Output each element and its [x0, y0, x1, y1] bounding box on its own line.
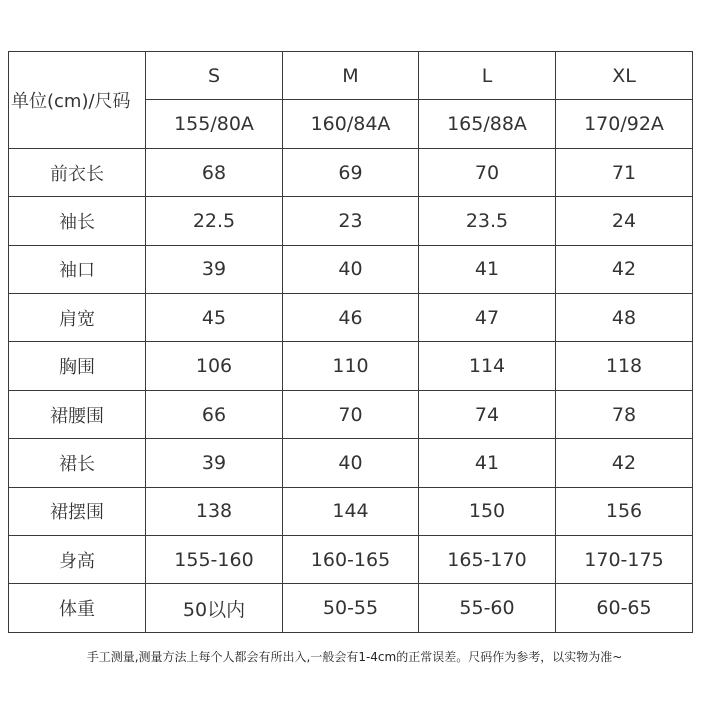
table-cell: 71 — [556, 148, 693, 196]
size-xl-header: XL — [556, 52, 693, 100]
table-cell: 150 — [419, 487, 556, 535]
size-l-header: L — [419, 52, 556, 100]
table-cell: 39 — [146, 439, 283, 487]
size-s-header: S — [146, 52, 283, 100]
table-cell: 118 — [556, 342, 693, 390]
table-cell: 68 — [146, 148, 283, 196]
table-cell: 40 — [283, 439, 419, 487]
table-cell: 47 — [419, 294, 556, 342]
spec-l: 165/88A — [419, 100, 556, 148]
table-row — [9, 390, 693, 438]
table-cell: 41 — [419, 439, 556, 487]
row-label: 裙腰围 — [9, 390, 146, 438]
row-label: 体重 — [9, 584, 146, 633]
table-cell: 24 — [556, 197, 693, 245]
spec-m: 160/84A — [283, 100, 419, 148]
table-cell: 144 — [283, 487, 419, 535]
table-cell: 66 — [146, 390, 283, 438]
row-label: 身高 — [9, 536, 146, 584]
table-row — [9, 294, 693, 342]
table-cell: 39 — [146, 245, 283, 293]
table-cell: 42 — [556, 245, 693, 293]
table-cell: 45 — [146, 294, 283, 342]
table-row — [9, 245, 693, 293]
table-cell: 40 — [283, 245, 419, 293]
table-cell: 78 — [556, 390, 693, 438]
table-cell: 160-165 — [283, 536, 419, 584]
spec-s: 155/80A — [146, 100, 283, 148]
size-chart-table — [8, 51, 693, 633]
row-label: 裙摆围 — [9, 487, 146, 535]
table-cell: 70 — [283, 390, 419, 438]
table-cell: 23.5 — [419, 197, 556, 245]
table-cell: 22.5 — [146, 197, 283, 245]
row-label: 肩宽 — [9, 294, 146, 342]
size-header-row — [9, 52, 693, 100]
table-cell: 155-160 — [146, 536, 283, 584]
table-cell: 50以内 — [146, 584, 283, 633]
table-row — [9, 487, 693, 535]
table-cell: 156 — [556, 487, 693, 535]
table-cell: 110 — [283, 342, 419, 390]
size-m-header: M — [283, 52, 419, 100]
table-cell: 46 — [283, 294, 419, 342]
row-label: 前衣长 — [9, 148, 146, 196]
table-cell: 50-55 — [283, 584, 419, 633]
table-cell: 106 — [146, 342, 283, 390]
table-cell: 42 — [556, 439, 693, 487]
spec-xl: 170/92A — [556, 100, 693, 148]
table-cell: 170-175 — [556, 536, 693, 584]
measurement-rows — [9, 148, 693, 632]
table-cell: 114 — [419, 342, 556, 390]
table-cell: 138 — [146, 487, 283, 535]
unit-label: 单位(cm)/尺码 — [9, 52, 146, 149]
row-label: 袖口 — [9, 245, 146, 293]
row-label: 袖长 — [9, 197, 146, 245]
table-row — [9, 536, 693, 584]
table-cell: 165-170 — [419, 536, 556, 584]
table-cell: 55-60 — [419, 584, 556, 633]
table-cell: 60-65 — [556, 584, 693, 633]
table-row — [9, 439, 693, 487]
table-row — [9, 148, 693, 196]
table-cell: 74 — [419, 390, 556, 438]
table-cell: 41 — [419, 245, 556, 293]
table-row — [9, 342, 693, 390]
row-label: 裙长 — [9, 439, 146, 487]
row-label: 胸围 — [9, 342, 146, 390]
table-cell: 69 — [283, 148, 419, 196]
measurement-footnote: 手工测量,测量方法上每个人都会有所出入,一般会有1-4cm的正常误差。尺码作为参考，以实物为准~ — [86, 650, 623, 664]
table-row — [9, 584, 693, 633]
table-cell: 23 — [283, 197, 419, 245]
table-cell: 70 — [419, 148, 556, 196]
table-row — [9, 197, 693, 245]
table-cell: 48 — [556, 294, 693, 342]
